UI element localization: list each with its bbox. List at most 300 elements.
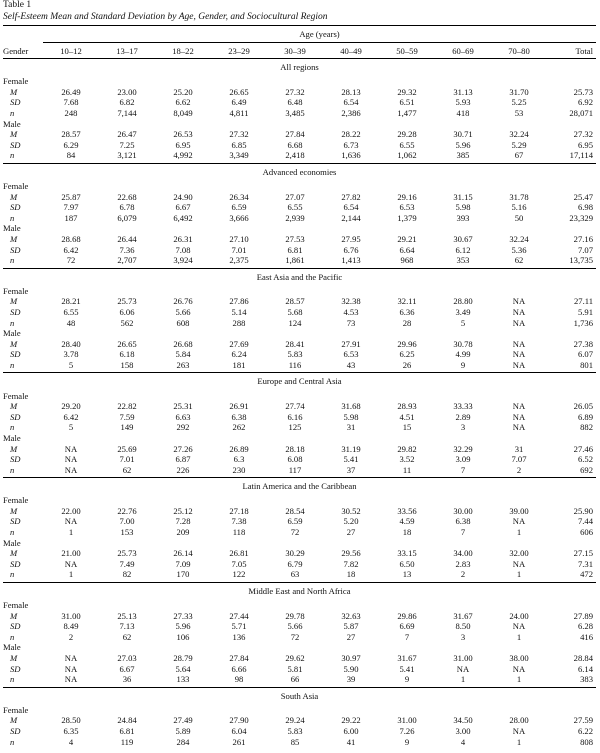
table-cell: 5.96 [175, 621, 191, 632]
table-cell: 30.29 [285, 548, 305, 559]
total-cell: 6.95 [577, 139, 593, 150]
total-cell: 28,071 [569, 108, 593, 119]
table-cell: 5.16 [511, 202, 527, 213]
table-cell: 5.90 [343, 663, 359, 674]
table-cell: NA [512, 558, 526, 569]
table-cell: 34.50 [453, 715, 473, 726]
table-row [3, 234, 596, 245]
table-cell: 15 [402, 422, 412, 433]
table-cell: 32.11 [397, 296, 417, 307]
table-cell: 27.10 [229, 234, 249, 245]
gender-label: Female [3, 600, 29, 611]
table-row [3, 338, 596, 349]
table-cell: 3 [460, 631, 466, 642]
table-cell: 226 [176, 464, 190, 475]
table-cell: 262 [232, 422, 246, 433]
stat-label: n [10, 317, 15, 328]
table-cell: 6.82 [119, 97, 135, 108]
table-row [3, 150, 596, 161]
gender-row [3, 537, 596, 548]
table-cell: 32.29 [453, 443, 473, 454]
section-title: All regions [280, 62, 319, 72]
section-title: East Asia and the Pacific [256, 271, 343, 282]
table-cell: 26.89 [229, 443, 249, 454]
table-cell: NA [64, 516, 78, 527]
table-row [3, 548, 596, 559]
stat-label: SD [10, 516, 21, 527]
table-cell: 28.50 [61, 715, 81, 726]
table-cell: 34.00 [453, 548, 473, 559]
table-row [3, 411, 596, 422]
table-cell: 26.81 [229, 548, 249, 559]
table-cell: 8,049 [173, 108, 193, 119]
table-cell: 6.55 [399, 139, 415, 150]
table-cell: 1 [516, 631, 522, 642]
table-cell: 26.49 [61, 86, 81, 97]
table-cell: 2,707 [117, 255, 137, 266]
table-cell: 8.49 [63, 621, 79, 632]
table-cell: 117 [288, 464, 302, 475]
total-cell: 26.05 [573, 401, 593, 412]
table-cell: 6.42 [63, 411, 79, 422]
table-cell: 3,485 [285, 108, 305, 119]
table-cell: 26.34 [229, 191, 249, 202]
table-cell: NA [512, 422, 526, 433]
table-cell: 248 [64, 108, 78, 119]
table-cell: 6.12 [455, 244, 471, 255]
table-cell: 11 [402, 464, 412, 475]
table-cell: NA [64, 464, 78, 475]
table-cell: 2,939 [285, 212, 305, 223]
table-cell: 31 [346, 422, 356, 433]
table-cell: 1 [516, 736, 522, 747]
table-row [3, 244, 596, 255]
table-cell: 116 [288, 359, 302, 370]
age-group-header-row [3, 26, 596, 42]
table-cell: 153 [120, 527, 134, 538]
stat-label: n [10, 108, 15, 119]
gender-label: Male [3, 118, 21, 129]
stat-label: n [10, 255, 15, 266]
stat-label: M [10, 715, 18, 726]
table-cell: 43 [346, 359, 356, 370]
table-number: Table 1 [3, 0, 32, 10]
table-cell: 124 [288, 317, 302, 328]
table-row [3, 726, 596, 737]
table-cell: 7.13 [119, 621, 135, 632]
table-cell: 7.26 [399, 725, 415, 736]
table-row [3, 559, 596, 570]
table-cell: 5.66 [287, 621, 303, 632]
total-cell: 692 [580, 464, 593, 475]
table-row [3, 736, 596, 747]
table-cell: 7 [460, 527, 466, 538]
total-cell: 25.90 [573, 505, 593, 516]
table-cell: 6.78 [119, 202, 135, 213]
stat-label: n [10, 631, 15, 642]
table-cell: 31.67 [397, 653, 417, 664]
table-cell: 6.53 [343, 349, 359, 360]
stat-label: n [10, 422, 15, 433]
table-cell: 7.25 [119, 139, 135, 150]
table-cell: 31.15 [453, 191, 473, 202]
table-cell: 263 [176, 359, 190, 370]
table-row [3, 610, 596, 621]
table-cell: 72 [66, 255, 76, 266]
table-cell: 6.16 [287, 411, 303, 422]
age-column-header: 30–39 [284, 45, 306, 56]
table-cell: 6.38 [455, 516, 471, 527]
table-cell: 1 [68, 527, 74, 538]
table-cell: 3.78 [63, 349, 79, 360]
table-cell: 5.64 [175, 663, 191, 674]
table-cell: 3,924 [173, 255, 193, 266]
table-cell: 27.49 [173, 715, 193, 726]
table-cell: 33.15 [397, 548, 417, 559]
table-row [3, 191, 596, 202]
table-row [3, 674, 596, 685]
table-cell: 29.96 [397, 338, 417, 349]
column-header-row [3, 43, 596, 58]
table-cell: 288 [232, 317, 246, 328]
table-cell: 5.81 [287, 663, 303, 674]
table-body [3, 59, 596, 747]
total-cell: 27.15 [573, 548, 593, 559]
stat-label: M [10, 234, 18, 245]
table-cell: 1,413 [341, 255, 361, 266]
table-cell: 29.86 [397, 610, 417, 621]
gender-label: Male [3, 537, 21, 548]
table-cell: 27.07 [285, 191, 305, 202]
stat-label: SD [10, 202, 21, 213]
stat-label: SD [10, 621, 21, 632]
table-cell: 5.68 [287, 306, 303, 317]
table-cell: 6.24 [231, 349, 247, 360]
table-cell: 33.56 [397, 505, 417, 516]
table-cell: 31.13 [453, 86, 473, 97]
table-cell: 32.00 [509, 548, 529, 559]
table-row [3, 296, 596, 307]
total-cell: 416 [580, 631, 593, 642]
total-cell: 606 [580, 527, 593, 538]
table-cell: 26 [402, 359, 412, 370]
table-cell: 6.08 [287, 454, 303, 465]
table-cell: 53 [514, 108, 524, 119]
table-cell: NA [512, 411, 526, 422]
table-cell: 1 [516, 527, 522, 538]
table-cell: 230 [232, 464, 246, 475]
total-cell: 27.59 [573, 715, 593, 726]
total-cell: 23,329 [569, 212, 593, 223]
table-cell: NA [512, 359, 526, 370]
stat-label: SD [10, 558, 21, 569]
gender-label: Male [3, 432, 21, 443]
table-cell: 25.13 [117, 610, 137, 621]
table-cell: 27.53 [285, 234, 305, 245]
total-cell: 7.44 [577, 516, 593, 527]
total-cell: 28.84 [573, 653, 593, 664]
table-cell: 136 [232, 631, 246, 642]
table-cell: 1 [516, 674, 522, 685]
table-cell: 418 [456, 108, 470, 119]
total-cell: 25.73 [573, 86, 593, 97]
table-cell: 1,379 [397, 212, 417, 223]
table-cell: 24.00 [509, 610, 529, 621]
stat-label: M [10, 653, 18, 664]
table-cell: 41 [346, 736, 356, 747]
table-cell: 6,492 [173, 212, 193, 223]
gender-row [3, 433, 596, 444]
table-cell: 158 [120, 359, 134, 370]
table-cell: 6.00 [343, 725, 359, 736]
gender-row [3, 705, 596, 716]
table-cell: 33.33 [453, 401, 473, 412]
table-row [3, 569, 596, 580]
table-row [3, 360, 596, 371]
stat-label: M [10, 338, 18, 349]
table-cell: 133 [176, 674, 190, 685]
stat-label: M [10, 86, 18, 97]
table-cell: 7.68 [63, 97, 79, 108]
table-cell: 27.84 [229, 653, 249, 664]
table-cell: 7.08 [175, 244, 191, 255]
table-cell: 28.40 [61, 338, 81, 349]
table-cell: 1 [68, 569, 74, 580]
table-cell: 6.54 [343, 202, 359, 213]
total-cell: 801 [580, 359, 593, 370]
table-cell: 1,636 [341, 150, 361, 161]
total-cell: 882 [580, 422, 593, 433]
table-cell: 5.25 [511, 97, 527, 108]
table-cell: 353 [456, 255, 470, 266]
table-cell: 385 [456, 150, 470, 161]
table-cell: 32.38 [341, 296, 361, 307]
table-row [3, 202, 596, 213]
age-column-header: 13–17 [116, 45, 138, 56]
stat-label: SD [10, 306, 21, 317]
table-cell: 22.82 [117, 401, 137, 412]
gender-row [3, 600, 596, 611]
table-cell: 3.09 [455, 454, 471, 465]
gender-label: Female [3, 704, 29, 715]
table-cell: 7.05 [231, 558, 247, 569]
table-cell: 1,861 [285, 255, 305, 266]
section-title: Europe and Central Asia [257, 376, 342, 387]
table-cell: NA [64, 454, 78, 465]
table-cell: 29.24 [285, 715, 305, 726]
age-column-header: 40–49 [340, 45, 362, 56]
table-cell: 125 [288, 422, 302, 433]
stat-label: n [10, 527, 15, 538]
table-cell: 22.76 [117, 505, 137, 516]
table-cell: 7.49 [119, 558, 135, 569]
table-cell: 84 [66, 150, 76, 161]
total-cell: 27.46 [573, 443, 593, 454]
table-cell: 6.29 [63, 139, 79, 150]
table-cell: 149 [120, 422, 134, 433]
table-cell: 4.99 [455, 349, 471, 360]
table-cell: 26.68 [173, 338, 193, 349]
table-cell: 27.86 [229, 296, 249, 307]
table-cell: 6.25 [399, 349, 415, 360]
table-row [3, 129, 596, 140]
stat-label: M [10, 296, 18, 307]
table-cell: 170 [176, 569, 190, 580]
gender-label: Male [3, 642, 21, 653]
table-cell: 28.21 [61, 296, 81, 307]
table-cell: NA [64, 558, 78, 569]
table-cell: 28.00 [509, 715, 529, 726]
table-cell: 968 [400, 255, 414, 266]
gender-label: Female [3, 390, 29, 401]
gender-label: Female [3, 285, 29, 296]
table-cell: NA [512, 317, 526, 328]
table-cell: 27.82 [341, 191, 361, 202]
stat-label: SD [10, 244, 21, 255]
table-cell: 1,062 [397, 150, 417, 161]
table-cell: 6.36 [399, 306, 415, 317]
table-cell: 7 [404, 631, 410, 642]
table-cell: 85 [290, 736, 300, 747]
table-cell: 66 [290, 674, 300, 685]
table-cell: 72 [290, 631, 300, 642]
table-row [3, 349, 596, 360]
table-row [3, 307, 596, 318]
table-row [3, 443, 596, 454]
table-cell: 27 [346, 527, 356, 538]
table-cell: 26.65 [229, 86, 249, 97]
gender-row [3, 76, 596, 87]
stat-label: SD [10, 97, 21, 108]
total-cell: 6.52 [577, 454, 593, 465]
table-cell: NA [512, 725, 526, 736]
table-cell: 7.59 [119, 411, 135, 422]
total-cell: 6.14 [577, 663, 593, 674]
table-cell: NA [64, 674, 78, 685]
stat-label: n [10, 464, 15, 475]
table-cell: 30.97 [341, 653, 361, 664]
stat-label: n [10, 359, 15, 370]
table-cell: NA [512, 338, 526, 349]
table-cell: 209 [176, 527, 190, 538]
gender-row [3, 390, 596, 401]
table-cell: 24.90 [173, 191, 193, 202]
gender-row [3, 495, 596, 506]
age-group-label: Age (years) [299, 29, 340, 39]
table-cell: 25.73 [117, 296, 137, 307]
table-cell: 28.57 [61, 129, 81, 140]
table-cell: 29.78 [285, 610, 305, 621]
table-cell: 2.89 [455, 411, 471, 422]
table-cell: 6.79 [287, 558, 303, 569]
table-cell: 27.74 [285, 401, 305, 412]
table-cell: 9 [404, 674, 410, 685]
table-cell: 62 [514, 255, 524, 266]
table-cell: 32.24 [509, 234, 529, 245]
table-cell: 24.84 [117, 715, 137, 726]
total-cell: 27.89 [573, 610, 593, 621]
stat-label: SD [10, 454, 21, 465]
table-cell: 7,144 [117, 108, 137, 119]
table-cell: 21.00 [61, 548, 81, 559]
table-cell: 6.69 [399, 621, 415, 632]
table-cell: 393 [456, 212, 470, 223]
stat-label: n [10, 150, 15, 161]
table-cell: 67 [514, 150, 524, 161]
table-cell: 28.68 [61, 234, 81, 245]
table-cell: 119 [120, 736, 134, 747]
table-cell: 5.29 [511, 139, 527, 150]
table-cell: 27.03 [117, 653, 137, 664]
table-cell: 6.87 [175, 454, 191, 465]
table-cell: NA [64, 443, 78, 454]
table-cell: 6.35 [63, 725, 79, 736]
table-row [3, 663, 596, 674]
table-cell: 26.91 [229, 401, 249, 412]
table-cell: 27.90 [229, 715, 249, 726]
table-row [3, 97, 596, 108]
table-cell: 50 [514, 212, 524, 223]
table-cell: 31.68 [341, 401, 361, 412]
table-cell: 72 [290, 527, 300, 538]
table-cell: 2 [460, 569, 466, 580]
table-cell: 5.41 [343, 454, 359, 465]
table-cell: 7.97 [63, 202, 79, 213]
table-cell: 30.71 [453, 129, 473, 140]
table-cell: 31.70 [509, 86, 529, 97]
table-cell: 31 [514, 443, 524, 454]
table-cell: 6.06 [119, 306, 135, 317]
table-cell: 7.28 [175, 516, 191, 527]
stat-label: SD [10, 139, 21, 150]
table-cell: 5.98 [343, 411, 359, 422]
total-cell: 6.92 [577, 97, 593, 108]
age-column-header: 10–12 [60, 45, 82, 56]
table-cell: 5.84 [175, 349, 191, 360]
table-cell: 30.00 [453, 505, 473, 516]
table-cell: 31.78 [509, 191, 529, 202]
table-cell: 5.41 [399, 663, 415, 674]
table-cell: 28.54 [285, 505, 305, 516]
table-cell: 6.64 [399, 244, 415, 255]
table-cell: 4.51 [399, 411, 415, 422]
table-row [3, 87, 596, 98]
table-cell: 38.00 [509, 653, 529, 664]
gender-row [3, 118, 596, 129]
table-cell: 3.52 [399, 454, 415, 465]
table-cell: 1 [516, 569, 522, 580]
table-cell: 29.62 [285, 653, 305, 664]
table-cell: 181 [232, 359, 246, 370]
table-cell: 28.22 [341, 129, 361, 140]
table-cell: 5 [68, 359, 74, 370]
stat-label: M [10, 191, 18, 202]
gender-label: Female [3, 76, 29, 87]
table-cell: 25.69 [117, 443, 137, 454]
table-cell: 27.44 [229, 610, 249, 621]
stat-label: M [10, 129, 18, 140]
table-cell: 37 [346, 464, 356, 475]
table-cell: 26.76 [173, 296, 193, 307]
total-cell: 808 [580, 736, 593, 747]
gender-row [3, 286, 596, 297]
table-cell: 292 [176, 422, 190, 433]
table-cell: 2,375 [229, 255, 249, 266]
table-cell: 27.84 [285, 129, 305, 140]
total-cell: 6.07 [577, 349, 593, 360]
table-caption: Self-Esteem Mean and Standard Deviation by Age, Gender, and Sociocultural Region [3, 12, 328, 22]
total-cell: 383 [580, 674, 593, 685]
